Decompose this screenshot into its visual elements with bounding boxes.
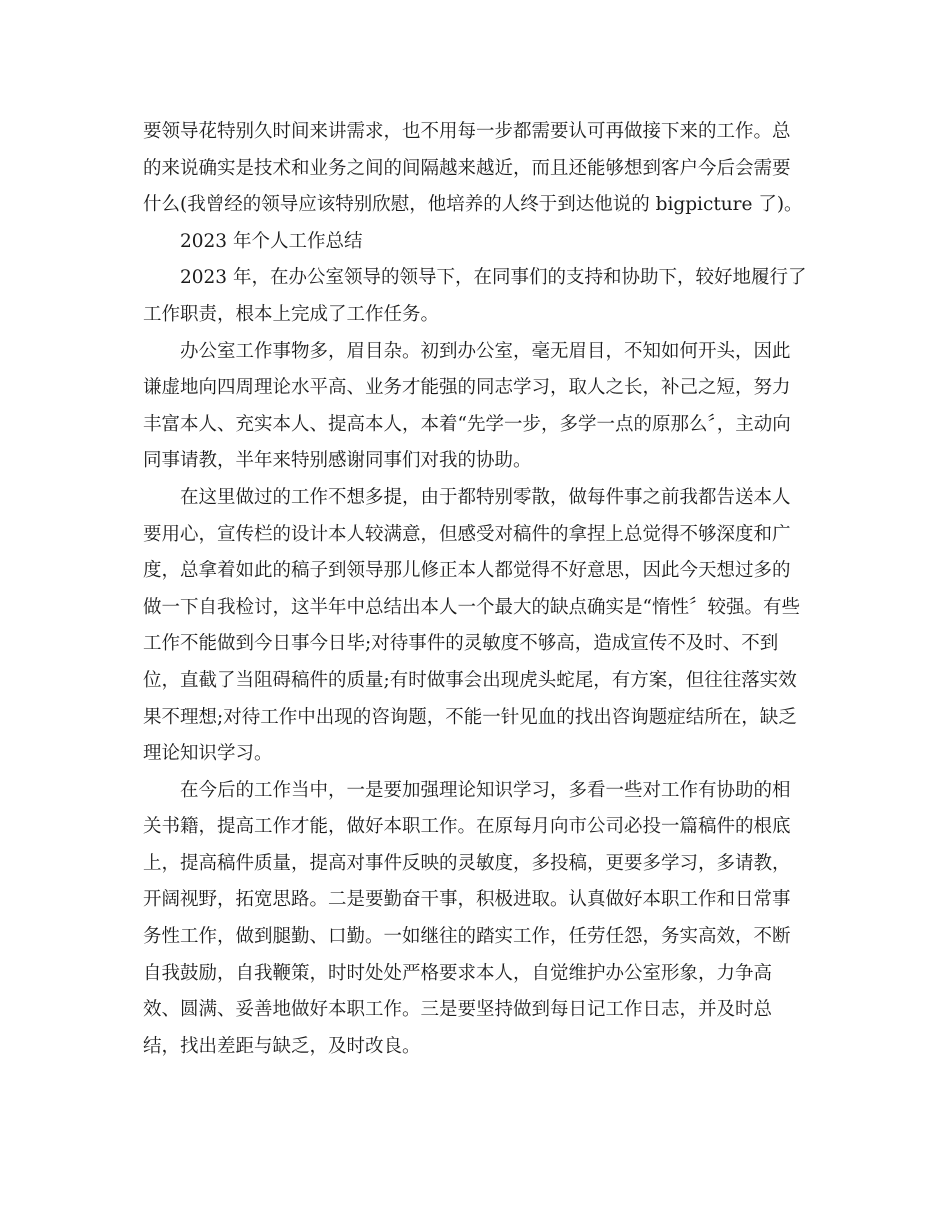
paragraph-first-line: 2023 年个人工作总结 — [180, 230, 363, 252]
text-line: 度，总拿着如此的稿子到领导那儿修正本人都觉得不好意思，因此今天想过多的 — [143, 560, 791, 582]
document-body — [143, 114, 811, 1065]
text-line: 做一下自我检讨，这半年中总结出本人一个最大的缺点确实是“惰性〞较强。有些 — [143, 596, 800, 618]
text-line: 工作职责，根本上完成了工作任务。 — [143, 303, 440, 325]
text-line: 结，找出差距与缺乏，及时改良。 — [143, 1035, 421, 1057]
text-line: 务性工作，做到腿勤、口勤。一如继往的踏实工作，任劳任怨，务实高效，不断 — [143, 926, 791, 948]
text-line: 自我鼓励，自我鞭策，时时处处严格要求本人，自觉维护办公室形象，力争高 — [143, 962, 773, 984]
text-line: 理论知识学习。 — [143, 743, 273, 765]
text-line: 谦虚地向四周理论水平高、业务才能强的同志学习，取人之长，补己之短，努力 — [143, 377, 791, 399]
text-line: 工作不能做到今日事今日毕;对待事件的灵敏度不够高，造成宣传不及时、不到 — [143, 633, 779, 655]
text-line: 要用心，宣传栏的设计本人较满意，但感受对稿件的拿捏上总觉得不够深度和广 — [143, 523, 791, 545]
text-line: 丰富本人、充实本人、提高本人，本着“先学一步，多学一点的原那么〞，主动向 — [143, 413, 791, 435]
text-line: 上，提高稿件质量，提高对事件反映的灵敏度，多投稿，更要多学习，多请教， — [143, 852, 791, 874]
text-line: 开阔视野，拓宽思路。二是要勤奋干事，积极进取。认真做好本职工作和日常事 — [143, 889, 791, 911]
text-line: 什么(我曾经的领导应该特别欣慰，他培养的人终于到达他说的 bigpicture 了)。 — [143, 194, 803, 216]
text-line: 位，直截了当阻碍稿件的质量;有时做事会出现虎头蛇尾，有方案，但往往落实效 — [143, 669, 797, 691]
paragraph-first-line: 2023 年，在办公室领导的领导下，在同事们的支持和协助下，较好地履行了 — [180, 267, 807, 289]
paragraph-first-line: 在这里做过的工作不想多提，由于都特别零散，做每件事之前我都告送本人 — [180, 486, 791, 508]
text-line: 果不理想;对待工作中出现的咨询题，不能一针见血的找出咨询题症结所在，缺乏 — [143, 706, 797, 728]
text-line: 的来说确实是技术和业务之间的间隔越来越近，而且还能够想到客户今后会需要 — [143, 157, 791, 179]
text-line: 要领导花特别久时间来讲需求，也不用每一步都需要认可再做接下来的工作。总 — [143, 121, 791, 142]
text-line: 关书籍，提高工作才能，做好本职工作。在原每月向市公司必投一篇稿件的根底 — [143, 816, 791, 838]
paragraph-first-line: 办公室工作事物多，眉目杂。初到办公室，毫无眉目，不知如何开头，因此 — [180, 340, 791, 362]
text-line: 效、圆满、妥善地做好本职工作。三是要坚持做到每日记工作日志，并及时总 — [143, 999, 773, 1021]
text-line: 同事请教，半年来特别感谢同事们对我的协助。 — [143, 450, 532, 472]
paragraph-first-line: 在今后的工作当中，一是要加强理论知识学习，多看一些对工作有协助的相 — [180, 779, 791, 801]
